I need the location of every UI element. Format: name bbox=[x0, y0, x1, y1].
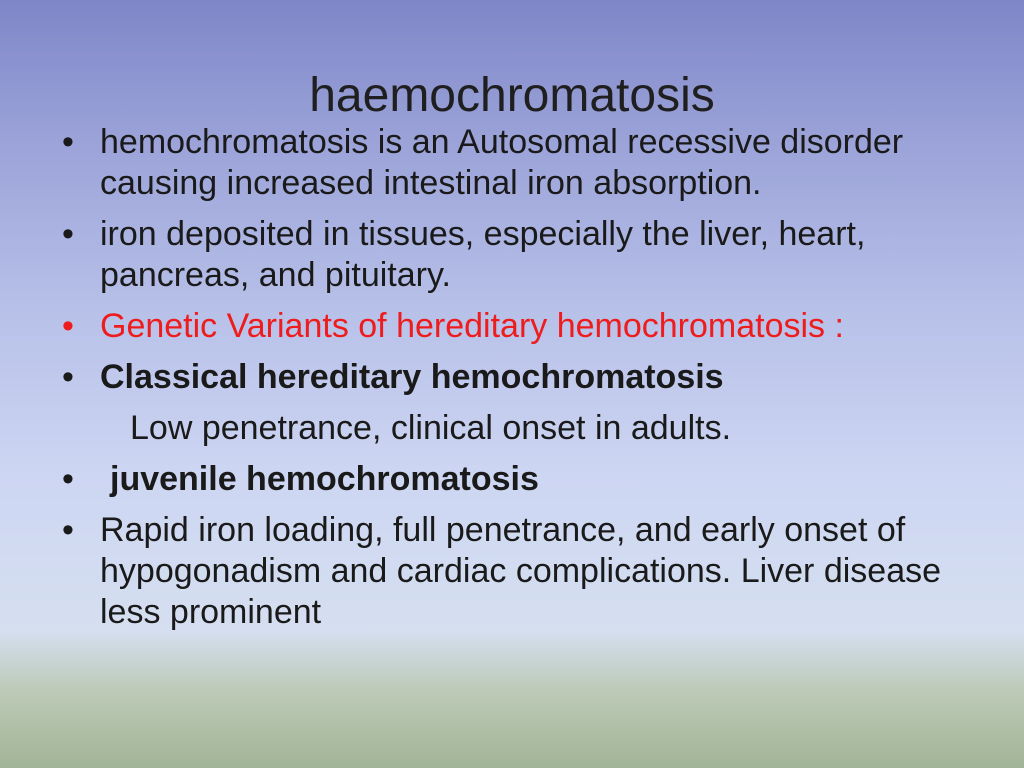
bullet-list bbox=[58, 122, 998, 643]
bullet-text: Genetic Variants of hereditary hemochromatosis : bbox=[100, 307, 844, 345]
bullet-icon: • bbox=[62, 511, 74, 549]
bullet-item-classical bbox=[58, 357, 998, 398]
bullet-item-juvenile-detail bbox=[58, 510, 998, 633]
bullet-text: Low penetrance, clinical onset in adults. bbox=[130, 409, 732, 447]
bullet-icon: • bbox=[62, 358, 74, 396]
bullet-text: iron deposited in tissues, especially the liver, heart, pancreas, and pituitary. bbox=[100, 215, 866, 294]
bullet-item-definition bbox=[58, 122, 998, 204]
bullet-item-deposition bbox=[58, 214, 998, 296]
bullet-text: juvenile hemochromatosis bbox=[110, 460, 539, 498]
bullet-icon: • bbox=[62, 307, 74, 345]
bullet-item-genetic-variants bbox=[58, 306, 998, 347]
bullet-icon: • bbox=[62, 123, 74, 161]
bullet-icon: • bbox=[62, 215, 74, 253]
slide-title: haemochromatosis bbox=[309, 69, 715, 122]
bullet-text: Rapid iron loading, full penetrance, and early onset of hypogonadism and cardiac complications. Liver disease less prominent bbox=[100, 511, 942, 631]
bullet-item-juvenile bbox=[58, 459, 998, 500]
bullet-text: Classical hereditary hemochromatosis bbox=[100, 358, 724, 396]
bullet-text: hemochromatosis is an Autosomal recessive disorder causing increased intestinal iron absorption. bbox=[100, 123, 904, 202]
bullet-icon: • bbox=[62, 460, 74, 498]
bullet-item-classical-detail bbox=[58, 408, 998, 449]
